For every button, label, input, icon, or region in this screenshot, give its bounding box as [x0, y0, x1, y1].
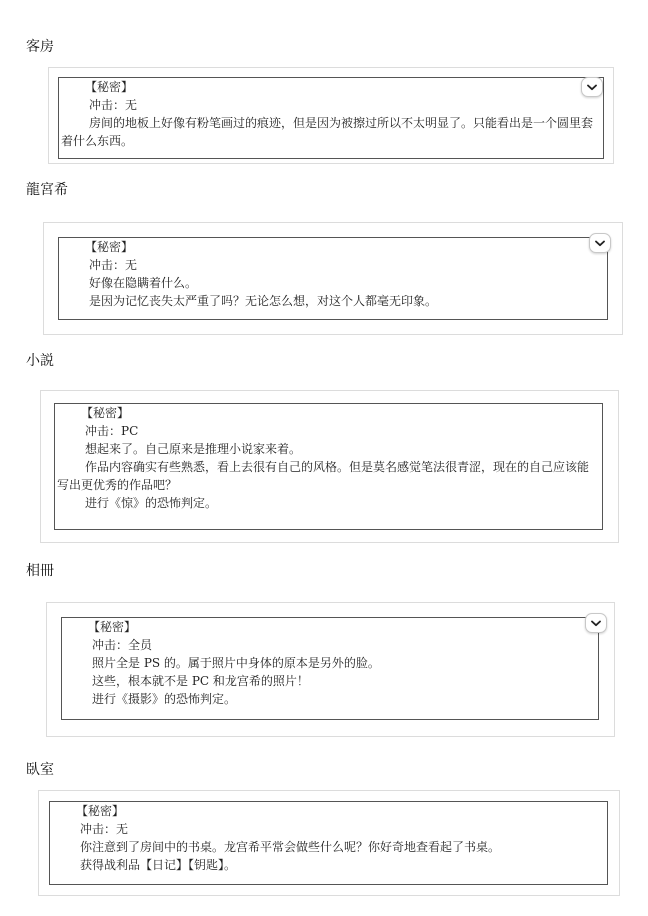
secret-text-box — [54, 403, 603, 530]
secret-card-album — [46, 602, 615, 737]
secret-body-line: 照片全是 PS 的。属于照片中身体的原本是另外的脸。 — [92, 656, 380, 670]
secret-body-line: 你注意到了房间中的书桌。龙宫希平常会做些什么呢？你好奇地查看起了书桌。 — [80, 840, 501, 854]
chevron-down-icon — [595, 240, 605, 247]
impact-line: 冲击：无 — [89, 98, 138, 112]
secret-text-box — [58, 77, 604, 159]
expand-button[interactable] — [581, 77, 603, 97]
impact-line: 冲击：PC — [85, 424, 139, 438]
secret-body-line: 想起来了。自己原来是推理小说家来着。 — [85, 442, 302, 456]
section-heading-album: 相冊 — [26, 563, 54, 579]
secret-title: 【秘密】 — [85, 80, 134, 94]
secret-body-line: 这些，根本就不是 PC 和龙宫希的照片！ — [92, 674, 309, 688]
secret-body-line: 进行《惊》的恐怖判定。 — [85, 496, 218, 510]
secret-body-line: 房间的地板上好像有粉笔画过的痕迹，但是因为被擦过所以不太明显了。只能看出是一个圆里套着什么东西。 — [61, 116, 594, 148]
chevron-down-icon — [587, 84, 597, 91]
secret-text-box — [58, 237, 608, 320]
secret-body-line: 好像在隐瞒着什么。 — [89, 276, 198, 290]
secret-card-guest-room — [48, 67, 614, 164]
secret-title: 【秘密】 — [81, 406, 130, 420]
expand-button[interactable] — [589, 233, 611, 253]
secret-body-line: 作品内容确实有些熟悉，看上去很有自己的风格。但是莫名感觉笔法很青涩，现在的自己应该能写出更优秀的作品吧？ — [57, 460, 590, 492]
secret-body-line: 是因为记忆丧失太严重了吗？无论怎么想，对这个人都毫无印象。 — [89, 294, 438, 308]
impact-line: 冲击：无 — [89, 258, 138, 272]
section-heading-guest-room: 客房 — [26, 39, 54, 55]
secret-title: 【秘密】 — [85, 240, 134, 254]
secret-body-line: 进行《摄影》的恐怖判定。 — [92, 692, 237, 706]
section-heading-bedroom: 臥室 — [26, 762, 54, 778]
secret-text-box — [61, 617, 599, 720]
secret-card-ryuguu — [43, 222, 623, 335]
secret-text-box — [49, 801, 608, 885]
secret-card-novel — [40, 390, 619, 543]
section-heading-novel: 小説 — [26, 353, 54, 369]
section-heading-ryuguu: 龍宮希 — [26, 182, 68, 198]
secret-title: 【秘密】 — [88, 620, 137, 634]
impact-line: 冲击：全员 — [92, 638, 153, 652]
secret-card-bedroom — [38, 790, 620, 896]
expand-button[interactable] — [585, 613, 607, 633]
secret-body-line: 获得战利品【日记】【钥匙】。 — [80, 858, 237, 872]
impact-line: 冲击：无 — [80, 822, 129, 836]
secret-title: 【秘密】 — [76, 804, 125, 818]
chevron-down-icon — [591, 620, 601, 627]
